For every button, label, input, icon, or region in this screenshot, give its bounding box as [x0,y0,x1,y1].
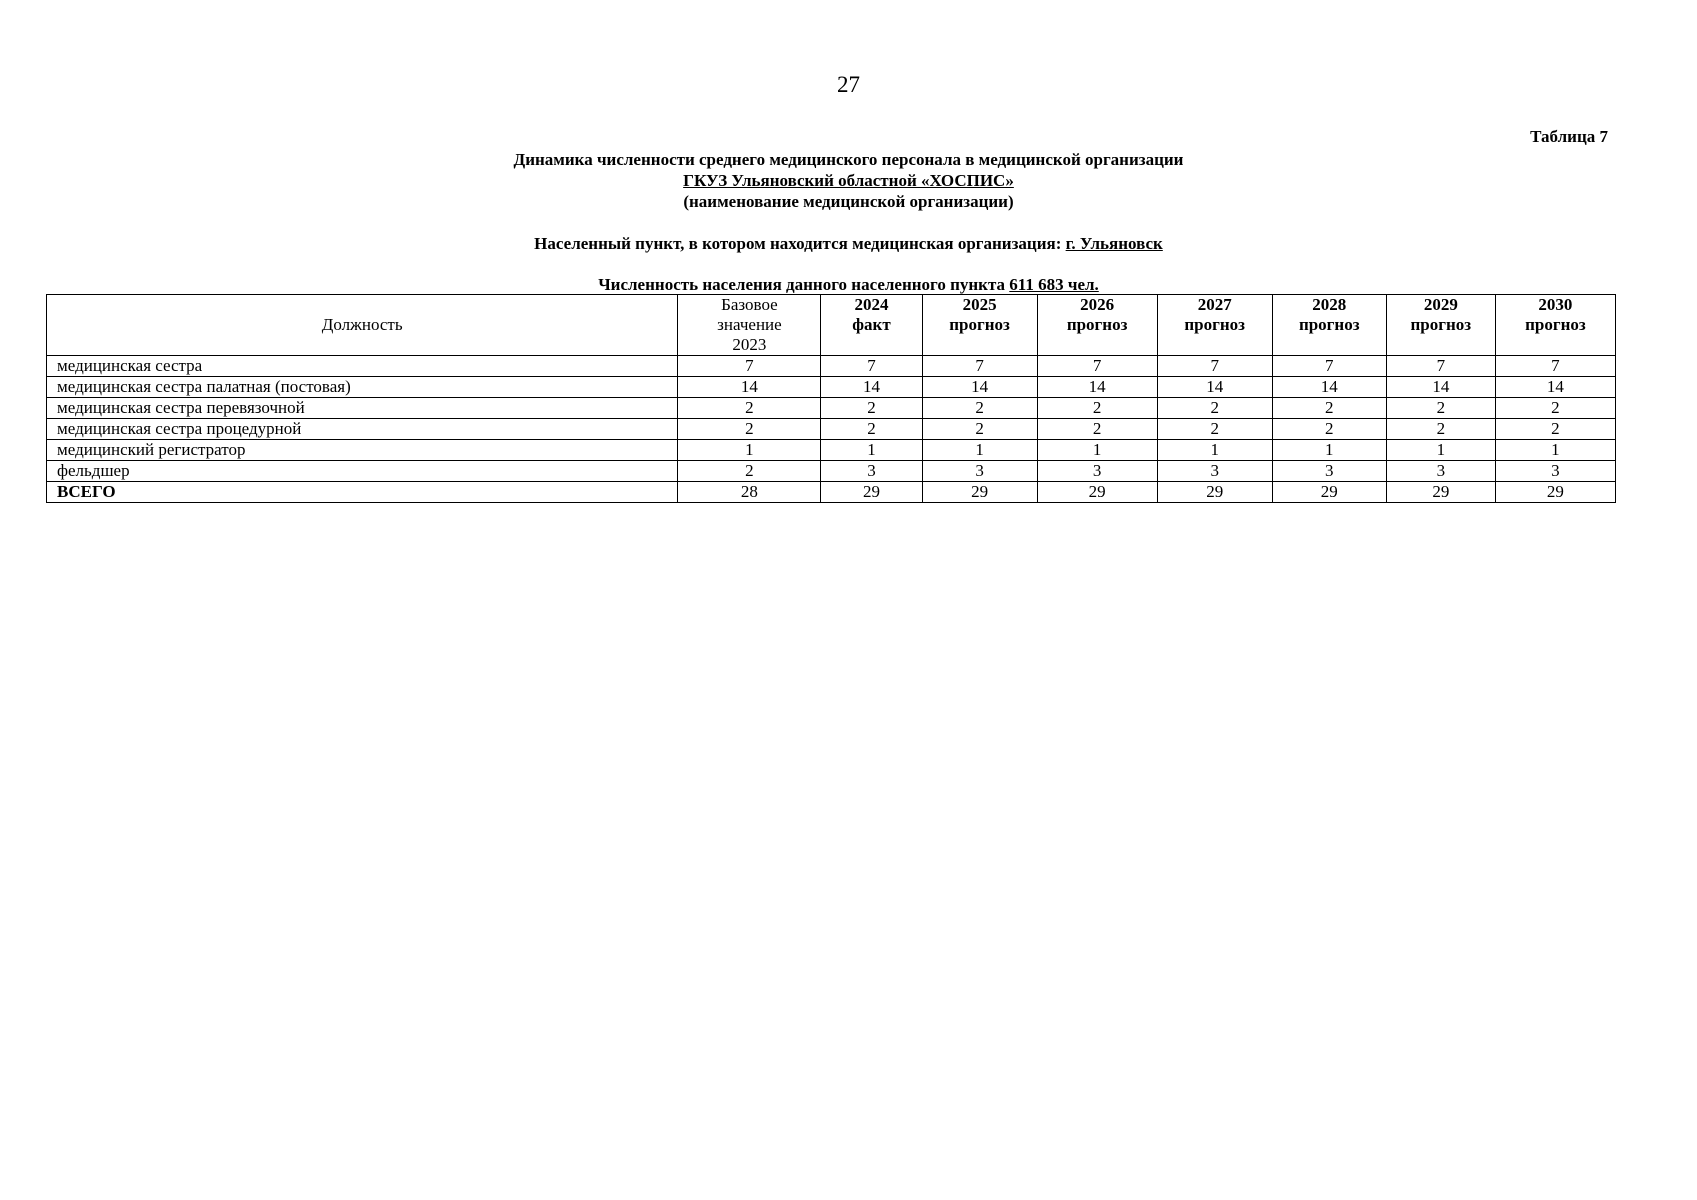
cell-value: 14 [678,377,821,398]
cell-value: 2 [1157,419,1272,440]
total-value: 29 [1157,482,1272,503]
locality-label: Населенный пункт, в котором находится медицинская организация: [534,234,1062,253]
header-year: 2025 [962,295,997,314]
staff-dynamics-table [46,294,1616,503]
header-year: 2030 [1538,295,1573,314]
organization-caption: (наименование медицинской организации) [683,192,1014,211]
header-kind: прогноз [1184,315,1245,334]
cell-value: 3 [1386,461,1495,482]
cell-value: 14 [922,377,1037,398]
table-row [47,461,1616,482]
cell-value: 2 [1037,419,1157,440]
cell-value: 7 [821,356,922,377]
header-year-2030 [1495,295,1615,356]
cell-value: 7 [678,356,821,377]
cell-value: 2 [1157,398,1272,419]
header-year-2027 [1157,295,1272,356]
row-position: медицинская сестра палатная (постовая) [47,377,678,398]
header-year: 2024 [854,295,889,314]
cell-value: 2 [821,419,922,440]
cell-value: 1 [1157,440,1272,461]
cell-value: 3 [1495,461,1615,482]
total-value: 29 [922,482,1037,503]
cell-value: 1 [678,440,821,461]
header-base-line2: значение [717,315,782,334]
header-year-2026 [1037,295,1157,356]
cell-value: 7 [1037,356,1157,377]
cell-value: 3 [922,461,1037,482]
cell-value: 14 [1037,377,1157,398]
locality-line [0,233,1697,254]
cell-value: 7 [1386,356,1495,377]
cell-value: 14 [1272,377,1386,398]
header-kind: прогноз [1410,315,1472,334]
total-value: 29 [1386,482,1495,503]
header-kind: прогноз [1298,315,1360,334]
header-kind: прогноз [1525,315,1586,334]
organization-name-text: ГКУЗ Ульяновский областной «ХОСПИС» [683,171,1014,190]
header-year-2029 [1386,295,1495,356]
header-year-2025 [922,295,1037,356]
cell-value: 7 [1495,356,1615,377]
cell-value: 2 [1272,419,1386,440]
document-title: Динамика численности среднего медицинского персонала в медицинской организации [513,150,1184,169]
cell-value: 3 [1272,461,1386,482]
cell-value: 2 [922,419,1037,440]
table-header-row [47,295,1616,356]
cell-value: 1 [1037,440,1157,461]
row-position: медицинская сестра [47,356,678,377]
header-base-line3: 2023 [732,335,767,354]
row-position: медицинская сестра процедурной [47,419,678,440]
cell-value: 1 [922,440,1037,461]
table-label: Таблица 7 [1530,127,1608,146]
row-position: фельдшер [47,461,678,482]
cell-value: 2 [1386,419,1495,440]
cell-value: 1 [1272,440,1386,461]
header-kind: прогноз [1066,315,1128,334]
cell-value: 3 [1157,461,1272,482]
cell-value: 14 [821,377,922,398]
cell-value: 2 [821,398,922,419]
total-value: 28 [678,482,821,503]
header-base-line1: Базовое [721,295,778,314]
page-number: 27 [837,72,860,97]
row-position: медицинский регистратор [47,440,678,461]
header-kind: прогноз [949,315,1010,334]
locality-value: г. Ульяновск [1065,234,1163,253]
cell-value: 3 [821,461,922,482]
cell-value: 2 [922,398,1037,419]
cell-value: 1 [821,440,922,461]
header-kind: факт [852,315,891,334]
total-value: 29 [821,482,922,503]
table-total-row [47,482,1616,503]
cell-value: 14 [1495,377,1615,398]
total-value: 29 [1495,482,1615,503]
table-row [47,356,1616,377]
cell-value: 2 [1495,419,1615,440]
cell-value: 14 [1386,377,1495,398]
header-base-value [678,295,821,356]
header-year: 2029 [1423,295,1458,314]
cell-value: 2 [678,419,821,440]
organization-name [0,170,1697,191]
population-label: Численность населения данного населенного пункта [598,275,1006,294]
header-year-2024 [821,295,922,356]
cell-value: 14 [1157,377,1272,398]
header-year: 2026 [1080,295,1115,314]
cell-value: 2 [1495,398,1615,419]
cell-value: 2 [1386,398,1495,419]
header-year-2028 [1272,295,1386,356]
header-year: 2028 [1312,295,1347,314]
total-label: ВСЕГО [47,482,678,503]
cell-value: 1 [1495,440,1615,461]
cell-value: 7 [1157,356,1272,377]
total-value: 29 [1037,482,1157,503]
row-position: медицинская сестра перевязочной [47,398,678,419]
table-row [47,440,1616,461]
cell-value: 7 [1272,356,1386,377]
population-line [0,274,1697,295]
cell-value: 2 [1272,398,1386,419]
table-row [47,377,1616,398]
total-value: 29 [1272,482,1386,503]
cell-value: 2 [678,461,821,482]
cell-value: 3 [1037,461,1157,482]
population-value: 611 683 чел. [1009,275,1099,294]
header-year: 2027 [1197,295,1232,314]
cell-value: 2 [1037,398,1157,419]
cell-value: 7 [922,356,1037,377]
header-position: Должность [47,295,678,356]
cell-value: 2 [678,398,821,419]
table-row [47,419,1616,440]
table-row [47,398,1616,419]
cell-value: 1 [1386,440,1495,461]
